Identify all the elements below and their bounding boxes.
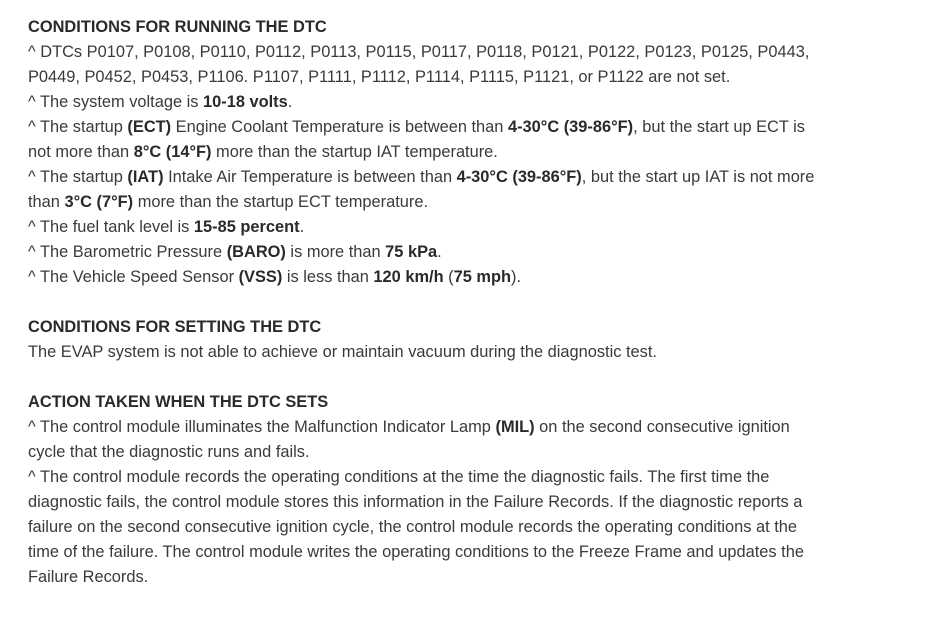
emphasized-value: 8°C (14°F) bbox=[133, 143, 212, 161]
text-run: is less than bbox=[282, 268, 374, 286]
emphasized-value: 3°C (7°F) bbox=[64, 193, 134, 211]
emphasized-value: (ECT) bbox=[127, 118, 172, 136]
text-run: ^ The Vehicle Speed Sensor bbox=[28, 268, 239, 286]
text-run: , but the start up ECT is not more than bbox=[28, 118, 806, 161]
text-run: ( bbox=[443, 268, 454, 286]
emphasized-value: 4-30°C (39-86°F) bbox=[456, 168, 582, 186]
text-run: ^ The control module records the operating conditions at the time the diagnostic fails. The first time the diagnostic fails, the control module stores this information in the Failure Records. If the diagnostic reports a failure on the second consecutive ignition cycle, the control module records the operating conditions at the time of the failure. The control module writes the operating conditions to the Freeze Frame and updates the Failure Records. bbox=[28, 468, 804, 586]
section-heading: CONDITIONS FOR RUNNING THE DTC bbox=[28, 18, 327, 36]
emphasized-value: 10-18 volts bbox=[203, 93, 288, 111]
emphasized-value: (IAT) bbox=[127, 168, 164, 186]
text-run: ). bbox=[511, 268, 522, 286]
text-run: . bbox=[299, 218, 305, 236]
condition-item bbox=[28, 165, 828, 215]
emphasized-value: 4-30°C (39-86°F) bbox=[507, 118, 634, 136]
text-run: Engine Coolant Temperature is between than bbox=[171, 118, 508, 136]
emphasized-value: (MIL) bbox=[495, 418, 535, 436]
text-run: ^ The Barometric Pressure bbox=[28, 243, 227, 261]
condition-item bbox=[28, 215, 828, 240]
text-run: . bbox=[437, 243, 442, 261]
text-run: ^ The fuel tank level is bbox=[28, 218, 194, 236]
section-conditions-running bbox=[28, 15, 828, 290]
document-body bbox=[28, 15, 828, 590]
emphasized-value: 15-85 percent bbox=[193, 218, 300, 236]
text-run: ^ The system voltage is bbox=[28, 93, 204, 111]
text-run: on the second consecutive ignition cycle that the diagnostic runs and fails. bbox=[28, 418, 790, 461]
section-heading: ACTION TAKEN WHEN THE DTC SETS bbox=[28, 393, 329, 411]
action-item bbox=[28, 465, 828, 590]
text-run: . bbox=[287, 93, 293, 111]
emphasized-value: (VSS) bbox=[238, 268, 283, 286]
text-run: ^ The startup bbox=[28, 168, 128, 186]
emphasized-value: (BARO) bbox=[226, 243, 286, 261]
condition-item bbox=[28, 115, 828, 165]
text-run: The EVAP system is not able to achieve or maintain vacuum during the diagnostic test. bbox=[28, 343, 657, 361]
section-heading: CONDITIONS FOR SETTING THE DTC bbox=[28, 318, 322, 336]
text-run: ^ The control module illuminates the Malfunction Indicator Lamp bbox=[28, 418, 496, 436]
text-run: Intake Air Temperature is between than bbox=[163, 168, 457, 186]
condition-item bbox=[28, 40, 828, 90]
text-run: is more than bbox=[285, 243, 386, 261]
condition-item bbox=[28, 265, 828, 290]
emphasized-value: 120 km/h bbox=[373, 268, 444, 286]
emphasized-value: 75 kPa bbox=[385, 243, 438, 261]
text-run: , but the start up IAT is not more than bbox=[28, 168, 815, 211]
text-run: ^ DTCs P0107, P0108, P0110, P0112, P0113, P0115, P0117, P0118, P0121, P0122, P0123, P0125, P0443, P0449, P0452, P0453, P1106. P1107, P1111, P1112, P1114, P1115, P1121, or P1122 are not set. bbox=[28, 43, 810, 86]
section-action-taken bbox=[28, 390, 828, 590]
condition-item bbox=[28, 90, 828, 115]
action-item bbox=[28, 415, 828, 465]
condition-item bbox=[28, 240, 828, 265]
text-run: more than the startup ECT temperature. bbox=[133, 193, 429, 211]
text-run: more than the startup IAT temperature. bbox=[211, 143, 498, 161]
section-conditions-setting bbox=[28, 315, 828, 365]
condition-item bbox=[28, 340, 828, 365]
emphasized-value: 75 mph bbox=[453, 268, 511, 286]
text-run: ^ The startup bbox=[28, 118, 128, 136]
